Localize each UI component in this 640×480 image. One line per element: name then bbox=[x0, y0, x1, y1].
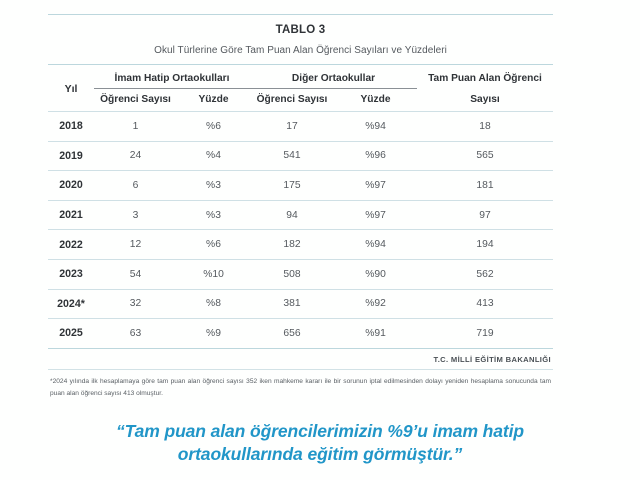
cell-year: 2021 bbox=[59, 209, 83, 222]
cell-total: 18 bbox=[479, 120, 491, 132]
cell-other-percent: %97 bbox=[365, 209, 386, 221]
cell-total: 194 bbox=[476, 239, 494, 251]
table-body bbox=[48, 111, 553, 348]
cell-ihs-percent: %9 bbox=[206, 327, 221, 339]
cell-total: 413 bbox=[476, 298, 494, 310]
table-footnote: *2024 yılında ilk hesaplamaya göre tam puan alan öğrenci sayısı 352 iken mahkeme kararı ile bir sorunun iptal edilmesinden dolayı yeniden hesaplama sonucunda tam puan alan öğrenci sayısı 413 olmuştur. bbox=[50, 377, 551, 397]
cell-other-count: 508 bbox=[283, 268, 301, 280]
header-sub-titles bbox=[94, 89, 553, 111]
table-row bbox=[48, 170, 553, 200]
cell-other-count: 182 bbox=[283, 239, 301, 251]
cell-year: 2023 bbox=[59, 268, 83, 281]
cell-total: 97 bbox=[479, 209, 491, 221]
table-row bbox=[48, 318, 553, 348]
header-group-diger: Diğer Ortaokullar bbox=[291, 73, 376, 84]
cell-ihs-count: 12 bbox=[129, 239, 142, 251]
header-group-total-line2: Sayısı bbox=[470, 94, 500, 105]
cell-year: 2024* bbox=[57, 297, 85, 310]
cell-ihs-percent: %4 bbox=[206, 150, 221, 162]
header-group-titles bbox=[94, 68, 553, 88]
cell-ihs-count: 3 bbox=[132, 209, 139, 221]
highlight-quote: “Tam puan alan öğrencilerimizin %9’u imam hatip ortaokullarında eğitim görmüştür.” bbox=[116, 421, 524, 465]
cell-other-count: 17 bbox=[286, 120, 298, 132]
cell-other-percent: %97 bbox=[365, 179, 386, 191]
cell-ihs-percent: %8 bbox=[206, 298, 221, 310]
cell-ihs-count: 6 bbox=[132, 179, 139, 191]
cell-total: 565 bbox=[476, 150, 494, 162]
cell-ihs-count: 24 bbox=[129, 150, 142, 162]
header-group-total-line1: Tam Puan Alan Öğrenci bbox=[428, 73, 542, 84]
cell-year: 2022 bbox=[59, 238, 83, 251]
header-year: Yıl bbox=[64, 82, 78, 95]
cell-ihs-percent: %6 bbox=[206, 239, 221, 251]
table-header bbox=[48, 65, 553, 111]
table-row bbox=[48, 200, 553, 230]
table-row bbox=[48, 141, 553, 171]
cell-other-count: 541 bbox=[283, 150, 301, 162]
table-subtitle: Okul Türlerine Göre Tam Puan Alan Öğrenci Sayıları ve Yüzdeleri bbox=[154, 45, 447, 56]
table-title-block bbox=[48, 15, 553, 64]
statistics-table-card bbox=[48, 14, 553, 400]
cell-total: 719 bbox=[476, 327, 494, 339]
cell-ihs-percent: %10 bbox=[203, 268, 224, 280]
cell-other-percent: %94 bbox=[365, 120, 386, 132]
cell-ihs-count: 63 bbox=[129, 327, 142, 339]
header-ihs-count: Öğrenci Sayısı bbox=[100, 94, 171, 105]
cell-ihs-count: 1 bbox=[132, 120, 139, 132]
cell-other-percent: %91 bbox=[365, 327, 386, 339]
cell-ihs-percent: %3 bbox=[206, 209, 221, 221]
cell-other-count: 656 bbox=[283, 327, 301, 339]
cell-year: 2020 bbox=[59, 179, 83, 192]
header-groups bbox=[94, 68, 553, 111]
cell-other-count: 381 bbox=[283, 298, 301, 310]
cell-year: 2018 bbox=[59, 120, 83, 133]
header-ihs-percent: Yüzde bbox=[198, 94, 229, 105]
cell-other-percent: %90 bbox=[365, 268, 386, 280]
source-attribution: T.C. MİLLİ EĞİTİM BAKANLIĞI bbox=[433, 354, 551, 364]
cell-year: 2019 bbox=[59, 149, 83, 162]
table-row bbox=[48, 229, 553, 259]
cell-other-count: 94 bbox=[286, 209, 298, 221]
table-row bbox=[48, 259, 553, 289]
cell-other-percent: %92 bbox=[365, 298, 386, 310]
cell-other-percent: %96 bbox=[365, 150, 386, 162]
table-row bbox=[48, 111, 553, 141]
cell-total: 562 bbox=[476, 268, 494, 280]
cell-other-percent: %94 bbox=[365, 239, 386, 251]
cell-year: 2025 bbox=[59, 327, 83, 340]
table-title: TABLO 3 bbox=[275, 24, 326, 36]
cell-ihs-count: 54 bbox=[129, 268, 142, 280]
header-group-imam-hatip: İmam Hatip Ortaokulları bbox=[114, 73, 230, 84]
cell-ihs-percent: %3 bbox=[206, 179, 221, 191]
table-row bbox=[48, 289, 553, 319]
cell-ihs-percent: %6 bbox=[206, 120, 221, 132]
cell-ihs-count: 32 bbox=[129, 298, 142, 310]
cell-total: 181 bbox=[476, 179, 494, 191]
cell-other-count: 175 bbox=[283, 179, 301, 191]
header-other-percent: Yüzde bbox=[360, 94, 391, 105]
header-other-count: Öğrenci Sayısı bbox=[256, 94, 328, 105]
